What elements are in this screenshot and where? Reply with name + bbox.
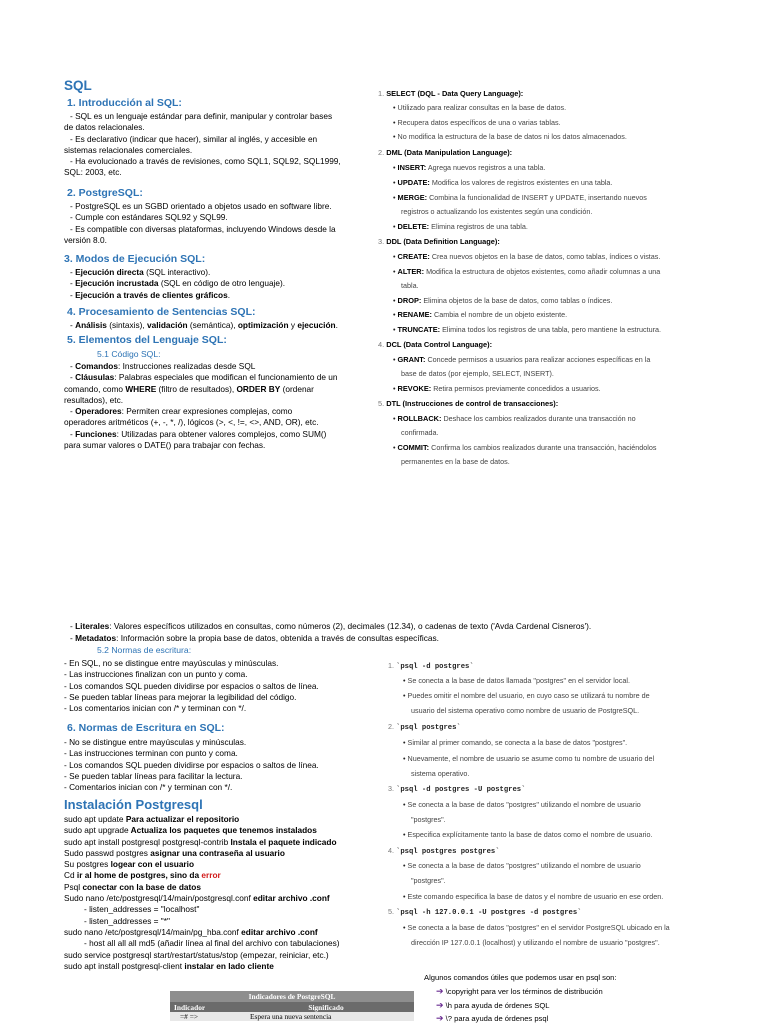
psql-example-item-cont: "postgres".: [411, 815, 446, 824]
command-line: sudo apt update Para actualizar el repositorio: [64, 814, 240, 824]
command-line: Sudo nano /etc/postgresql/14/main/postgresql.conf editar archivo .conf: [64, 893, 330, 904]
ddl-item: • DROP: Elimina objetos de la base de datos, como tablas o índices.: [393, 296, 613, 305]
psql-example-heading: 5. `psql -h 127.0.0.1 -U postgres -d postgres`: [388, 907, 582, 917]
command-line: Sudo passwd postgres asignar una contraseña al usuario: [64, 847, 285, 858]
norma-item: - En SQL, no se distingue entre mayúsculas y minúsculas.: [64, 658, 279, 668]
command-line: - host all all all md5 (añadir línea al final del archivo con tabulaciones): [84, 938, 340, 949]
psql-example-item-cont: usuario del sistema operativo como nombre de usuario de PostgreSQL.: [411, 706, 640, 715]
psql-example-heading: 3. `psql -d postgres -U postgres`: [388, 784, 526, 794]
psql-example-item: • Especifica explícitamente tanto la base de datos como el nombre de usuario.: [403, 830, 653, 839]
list-item: ➔ \copyright para ver los términos de distribución: [436, 986, 603, 996]
dql-heading: 1. SELECT (DQL - Data Query Language):: [378, 89, 524, 98]
dtl-item-cont: permanentes en la base de datos.: [401, 457, 510, 466]
dtl-item: • COMMIT: Confirma los cambios realizados durante una transacción, haciéndolos: [393, 443, 657, 452]
list-item: ➔ \h para ayuda de órdenes SQL: [436, 999, 550, 1010]
modo-item: - Ejecución incrustada (SQL en código de otro lenguaje).: [70, 278, 286, 289]
psql-example-item: • Se conecta a la base de datos "postgres" utilizando el nombre de usuario: [403, 800, 641, 809]
dml-heading: 2. DML (Data Manipulation Language):: [378, 148, 513, 157]
dml-item: • DELETE: Elimina registros de una tabla.: [393, 222, 528, 231]
indicadores-table: [170, 991, 414, 1024]
funciones-line: - Funciones: Utilizadas para obtener valores complejos, como SUM(): [70, 428, 327, 439]
postgres-line: versión 8.0.: [64, 234, 107, 245]
intro-heading: 1. Introducción al SQL:: [67, 97, 182, 109]
psql-example-item: • Se conecta a la base de datos "postgres" utilizando el nombre de usuario: [403, 861, 641, 870]
command-line: sudo apt install postgresql postgresql-contrib Instala el paquete indicado: [64, 836, 337, 847]
table-title: Indicadores de PostgreSQL: [248, 992, 336, 1001]
intro-line: de datos relacionales.: [64, 122, 145, 133]
arrow-icon: ➔: [436, 999, 444, 1010]
elementos-heading: 5. Elementos del Lenguaje SQL:: [67, 334, 227, 346]
psql-example-heading: 4. `psql postgres postgres`: [388, 846, 500, 856]
psql-example-item: • Este comando especifica la base de datos y el nombre de usuario en ese orden.: [403, 892, 664, 901]
arrow-icon: ➔: [436, 1013, 444, 1024]
command-line: - listen_addresses = "localhost": [84, 904, 200, 915]
intro-line: sistemas relacionales comerciales.: [64, 144, 193, 155]
postgres-heading: 2. PostgreSQL:: [67, 187, 143, 199]
clausulas-line: - Cláusulas: Palabras especiales que modifican el funcionamiento de un: [70, 372, 338, 383]
norma-item: - Se pueden tablar líneas para facilitar la lectura.: [64, 770, 243, 781]
table-cell: Espera una nueva sentencia: [250, 1012, 332, 1021]
literales-line: - Literales: Valores específicos utilizados en consultas, como números (2), decimales (12.34), o cadenas de texto ('Avda Cardenal Cisneros').: [70, 621, 592, 631]
dcl-item: • GRANT: Concede permisos a usuarios para realizar acciones específicas en la: [393, 355, 651, 364]
postgres-line: - Es compatible con diversas plataformas, incluyendo Windows desde la: [70, 223, 336, 234]
clausulas-line: comando, como WHERE (filtro de resultados), ORDER BY (ordenar: [64, 383, 314, 394]
normas-sql-list: [64, 737, 319, 793]
elementos-section: [64, 361, 338, 451]
ddl-item: • ALTER: Modifica la estructura de objetos existentes, como añadir columnas a una: [393, 267, 661, 276]
command-line: sudo service postgresql start/restart/status/stop (empezar, reiniciar, etc.): [64, 949, 329, 960]
intro-section: [64, 111, 341, 179]
table-header: Significado: [308, 1002, 344, 1012]
dql-item: • Utilizado para realizar consultas en la base de datos.: [393, 103, 567, 112]
dtl-item: • ROLLBACK: Deshace los cambios realizados durante una transacción no: [393, 414, 636, 423]
norma-item: - Los comandos SQL pueden dividirse por espacios o saltos de línea.: [64, 680, 319, 691]
ddl-item: • CREATE: Crea nuevos objetos en la base de datos, como tablas, índices o vistas.: [393, 252, 661, 261]
modo-item: - Ejecución directa (SQL interactivo).: [70, 267, 211, 277]
funciones-line: para sumar valores o DATE() para trabajar con fechas.: [64, 440, 266, 451]
ddl-item: • RENAME: Cambia el nombre de un objeto existente.: [393, 310, 568, 319]
comandos-line: - Comandos: Instrucciones realizadas desde SQL: [70, 361, 256, 371]
dcl-heading: 4. DCL (Data Control Language):: [378, 340, 493, 349]
ddl-item-cont: tabla.: [401, 281, 419, 290]
ddl-heading: 3. DDL (Data Definition Language):: [378, 237, 500, 246]
dml-item: • MERGE: Combina la funcionalidad de INSERT y UPDATE, insertando nuevos: [393, 193, 647, 202]
arrow-icon: ➔: [436, 986, 444, 996]
psql-example-item-cont: dirección IP 127.0.0.1 (localhost) y utilizando el nombre de usuario "postgres".: [411, 938, 660, 947]
dcl-item: • REVOKE: Retira permisos previamente concedidos a usuarios.: [393, 384, 601, 393]
ddl-item: • TRUNCATE: Elimina todos los registros de una tabla, pero mantiene la estructura.: [393, 325, 662, 334]
norma-item: - No se distingue entre mayúsculas y minúsculas.: [64, 737, 247, 747]
sql-title: SQL: [64, 78, 92, 93]
norma-item: - Las instrucciones terminan con punto y coma.: [64, 748, 238, 759]
norma-item: - Se pueden tablar líneas para mejorar la legibilidad del código.: [64, 691, 297, 702]
psql-example-item: • Nuevamente, el nombre de usuario se asume como tu nombre de usuario del: [403, 754, 655, 763]
intro-line: - SQL es un lenguaje estándar para definir, manipular y controlar bases: [70, 111, 333, 121]
norma-item: - Los comandos SQL pueden dividirse por espacios o saltos de línea.: [64, 759, 319, 770]
modo-item: - Ejecución a través de clientes gráficos.: [70, 289, 231, 300]
list-item: ➔ \? para ayuda de órdenes psql: [436, 1013, 549, 1024]
dml-item-cont: registros o actualizando los existentes según una condición.: [401, 207, 593, 216]
normas-sql-heading: 6. Normas de Escritura en SQL:: [67, 722, 225, 734]
dml-item: • INSERT: Agrega nuevos registros a una tabla.: [393, 163, 546, 172]
comandos-utiles-list: [436, 985, 603, 1026]
psql-example-heading: 1. `psql -d postgres`: [388, 661, 474, 671]
modos-section: [70, 267, 285, 301]
command-line: sudo apt install postgresql-client instalar en lado cliente: [64, 960, 274, 971]
psql-example-item: • Se conecta a la base de datos "postgres" en el servidor PostgreSQL ubicado en la: [403, 923, 670, 932]
comandos-utiles-intro: Algunos comandos útiles que podemos usar en psql son:: [424, 973, 617, 982]
instalacion-commands: [64, 814, 340, 972]
dml-item: • UPDATE: Modifica los valores de registros existentes en una tabla.: [393, 178, 613, 187]
table-header: Indicador: [174, 1002, 206, 1012]
dcl-item-cont: base de datos (por ejemplo, SELECT, INSERT).: [401, 369, 554, 378]
psql-example-item: • Puedes omitir el nombre del usuario, en cuyo caso se utilizará tu nombre de: [403, 691, 650, 700]
command-line: Cd ir al home de postgres, sino da error: [64, 870, 221, 881]
operadores-line: operadores aritméticos (+, -, *, /), lógicos (>, <, !=, <>, AND, OR), etc.: [64, 417, 319, 428]
postgres-section: [64, 201, 336, 246]
psql-example-item: • Similar al primer comando, se conecta a la base de datos "postgres".: [403, 738, 628, 747]
normas-escritura-subheading: 5.2 Normas de escritura:: [97, 645, 192, 655]
modos-heading: 3. Modos de Ejecución SQL:: [64, 253, 206, 265]
psql-example-item-cont: "postgres".: [411, 876, 446, 885]
dtl-item-cont: confirmada.: [401, 428, 439, 437]
operadores-line: - Operadores: Permiten crear expresiones complejas, como: [70, 406, 293, 417]
intro-line: SQL: 2003, etc.: [64, 167, 122, 178]
command-line: - listen_addresses = "*": [84, 915, 170, 926]
psql-example-item: • Se conecta a la base de datos llamada "postgres" en el servidor local.: [403, 676, 630, 685]
norma-item: - Comentarios inician con /* y terminan con */.: [64, 782, 233, 793]
table-cell: =# =>: [180, 1012, 199, 1021]
psql-example-heading: 2. `psql postgres`: [388, 722, 461, 732]
postgres-line: - Cumple con estándares SQL92 y SQL99.: [70, 212, 228, 223]
psql-example-item-cont: sistema operativo.: [411, 769, 470, 778]
instalacion-heading: Instalación Postgresql: [64, 797, 203, 812]
clausulas-line: resultados), etc.: [64, 394, 124, 405]
command-line: sudo nano /etc/postgresql/14/main/pg_hba.conf editar archivo .conf: [64, 926, 318, 937]
dql-item: • Recupera datos específicos de una o varias tablas.: [393, 118, 561, 127]
postgres-line: - PostgreSQL es un SGBD orientado a objetos usado en software libre.: [70, 201, 332, 211]
norma-item: - Las instrucciones finalizan con un punto y coma.: [64, 669, 248, 680]
procesamiento-heading: 4. Procesamiento de Sentencias SQL:: [67, 306, 256, 318]
intro-line: - Es declarativo (indicar que hacer), similar al inglés, y accesible en: [70, 133, 318, 144]
norma-item: - Los comentarios inician con /* y terminan con */.: [64, 703, 247, 714]
normas-escritura-list: [64, 658, 319, 714]
dql-item: • No modifica la estructura de la base de datos ni los datos almacenados.: [393, 132, 627, 141]
dtl-heading: 5. DTL (Instrucciones de control de transacciones):: [378, 399, 559, 408]
procesamiento-line: - Análisis (sintaxis), validación (semántica), optimización y ejecución.: [70, 320, 338, 330]
command-line: Su postgres logear con el usuario: [64, 859, 195, 870]
metadatos-line: - Metadatos: Información sobre la propia base de datos, obtenida a través de consultas específicas.: [70, 633, 439, 643]
command-line: sudo apt upgrade Actualiza los paquetes que tenemos instalados: [64, 825, 317, 836]
intro-line: - Ha evolucionado a través de revisiones, como SQL1, SQL92, SQL1999,: [70, 156, 341, 167]
codigo-sql-subheading: 5.1 Código SQL:: [97, 349, 161, 359]
command-line: Psql conectar con la base de datos: [64, 881, 201, 892]
